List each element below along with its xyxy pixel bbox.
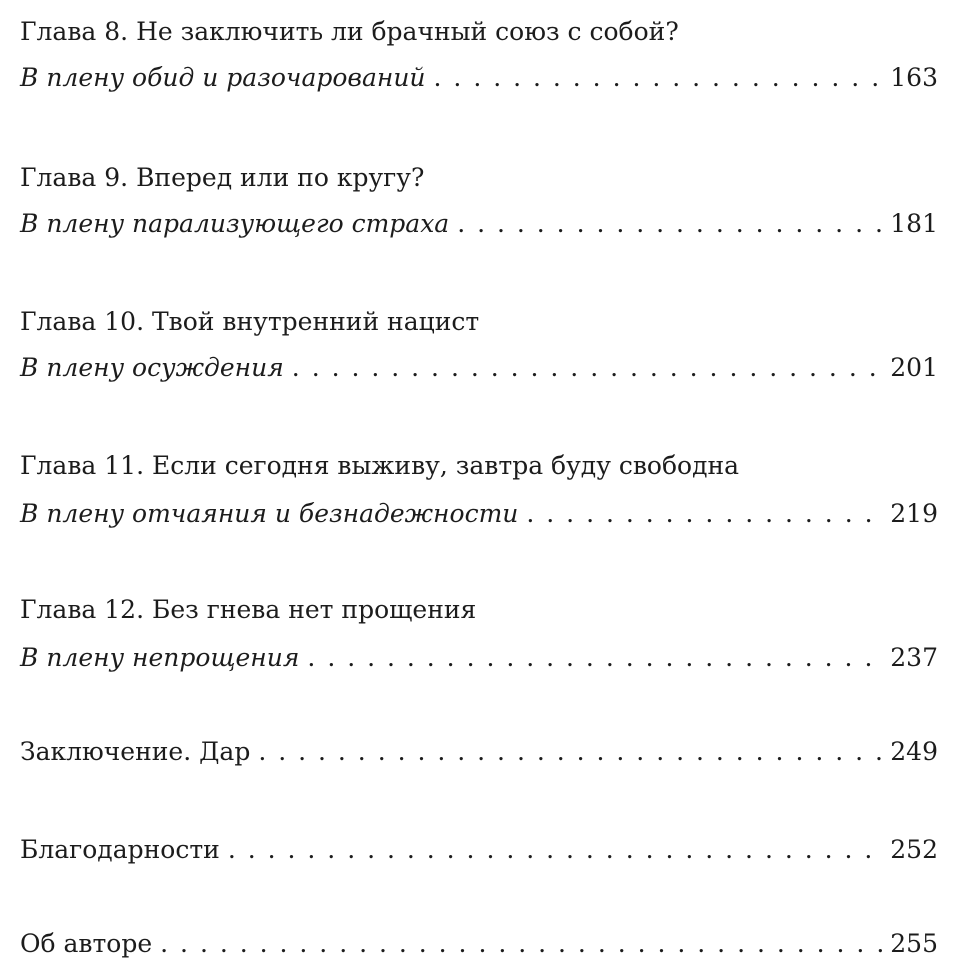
chapter-10-heading bbox=[20, 302, 938, 342]
leader-dots bbox=[457, 204, 884, 244]
section-title: Об авторе bbox=[20, 929, 153, 958]
chapter-subtitle: В плену непрощения bbox=[20, 643, 300, 672]
section-title: Благодарности bbox=[20, 835, 220, 864]
leader-dots bbox=[160, 924, 884, 964]
chapter-subtitle: В плену парализующего страха bbox=[20, 209, 450, 238]
chapter-12-entry bbox=[20, 638, 938, 678]
page-number: 201 bbox=[890, 353, 938, 382]
leader-dots bbox=[228, 830, 884, 870]
page-number: 219 bbox=[890, 499, 938, 528]
leader-dots bbox=[434, 58, 885, 98]
leader-dots bbox=[292, 348, 884, 388]
chapter-subtitle: В плену отчаяния и безнадежности bbox=[20, 499, 519, 528]
page-number: 163 bbox=[890, 63, 938, 92]
leader-dots bbox=[307, 638, 884, 678]
chapter-12-heading bbox=[20, 590, 938, 630]
about-author-entry bbox=[20, 924, 938, 964]
chapter-9-entry bbox=[20, 204, 938, 244]
chapter-subtitle: В плену осуждения bbox=[20, 353, 284, 382]
chapter-heading-text: Глава 8. Не заключить ли брачный союз с собой? bbox=[20, 17, 679, 46]
chapter-heading-text: Глава 11. Если сегодня выживу, завтра буду свободна bbox=[20, 451, 740, 480]
conclusion-entry bbox=[20, 732, 938, 772]
page-number: 255 bbox=[890, 929, 938, 958]
section-title: Заключение. Дар bbox=[20, 737, 251, 766]
page-number: 181 bbox=[890, 209, 938, 238]
chapter-8-entry bbox=[20, 58, 938, 98]
chapter-heading-text: Глава 10. Твой внутренний нацист bbox=[20, 307, 480, 336]
chapter-11-entry bbox=[20, 494, 938, 534]
chapter-10-entry bbox=[20, 348, 938, 388]
page-number: 237 bbox=[890, 643, 938, 672]
page-number: 249 bbox=[890, 737, 938, 766]
chapter-11-heading bbox=[20, 446, 938, 486]
chapter-heading-text: Глава 9. Вперед или по кругу? bbox=[20, 163, 425, 192]
chapter-8-heading bbox=[20, 12, 938, 52]
leader-dots bbox=[258, 732, 884, 772]
chapter-9-heading bbox=[20, 158, 938, 198]
page-number: 252 bbox=[890, 835, 938, 864]
leader-dots bbox=[526, 494, 884, 534]
chapter-subtitle: В плену обид и разочарований bbox=[20, 63, 426, 92]
acknowledgements-entry bbox=[20, 830, 938, 870]
chapter-heading-text: Глава 12. Без гнева нет прощения bbox=[20, 595, 477, 624]
